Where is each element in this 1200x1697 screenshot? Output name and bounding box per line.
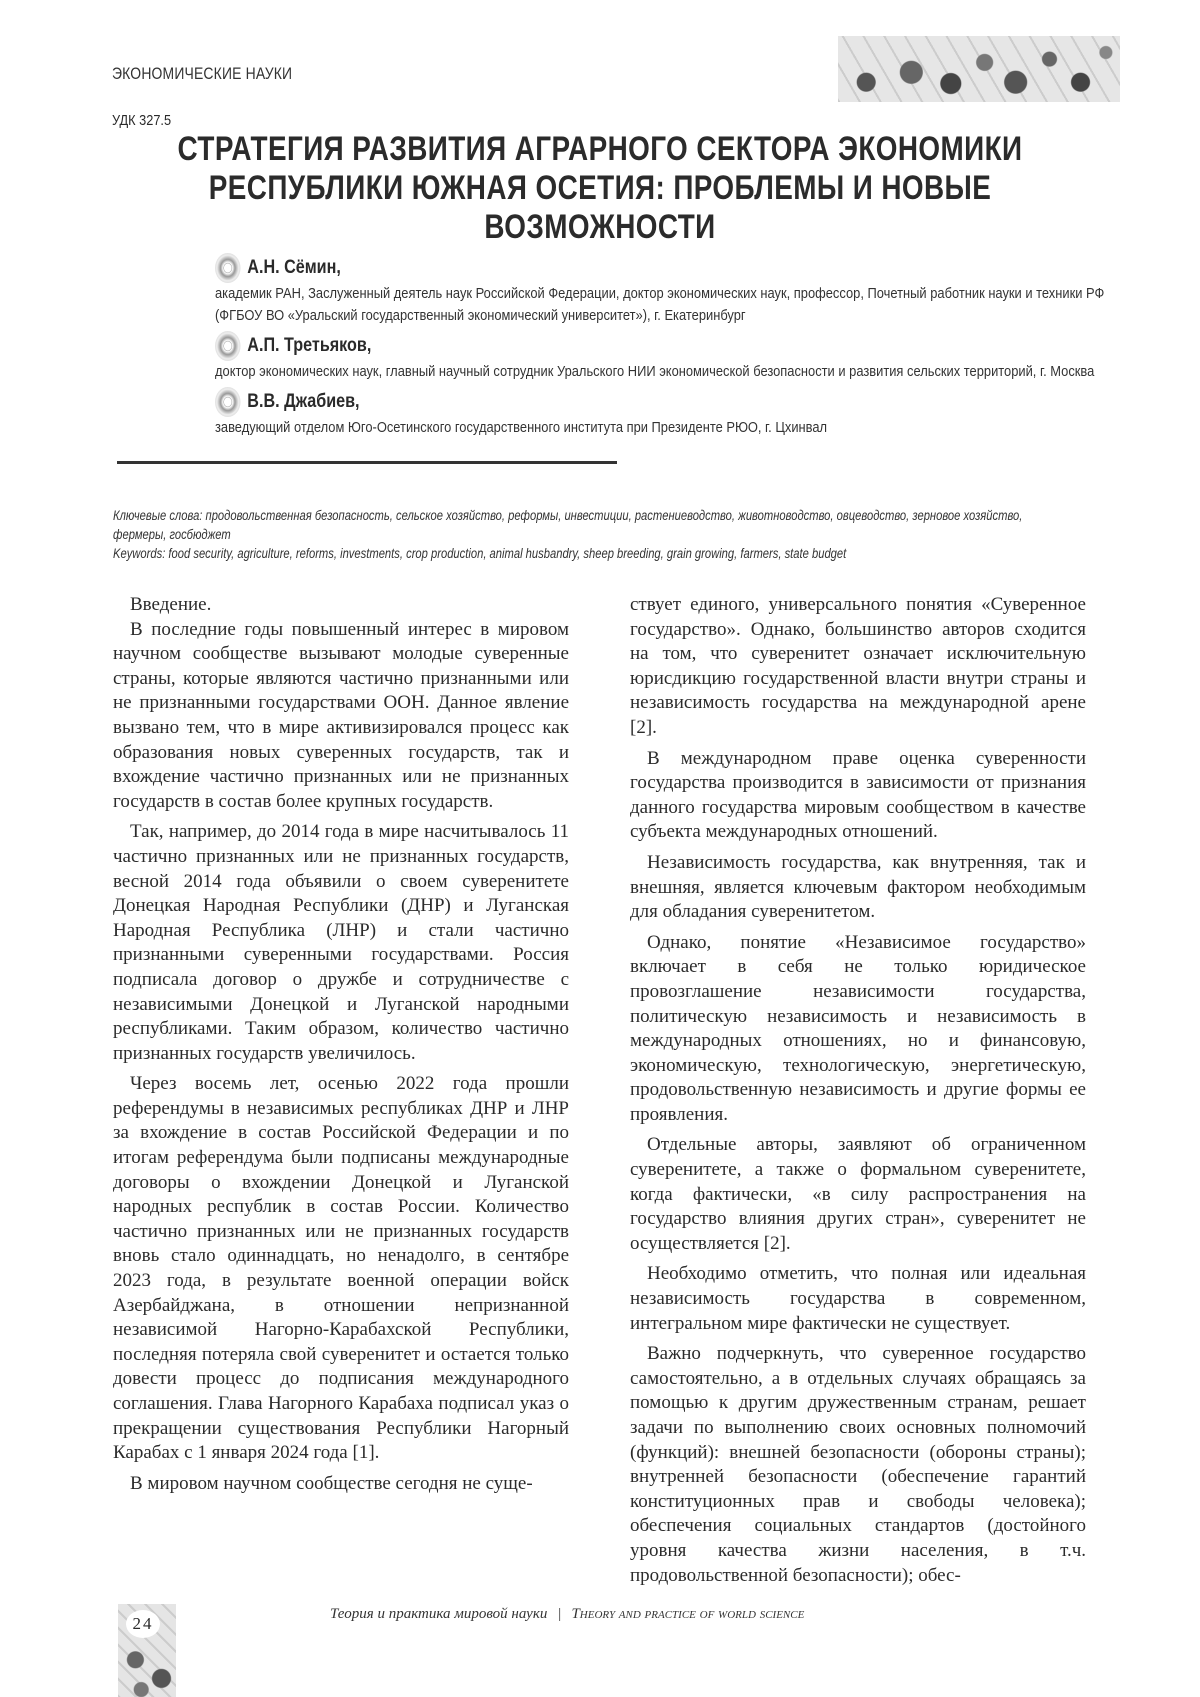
journal-name-en: Theory and practice of world science: [571, 1606, 804, 1622]
paragraph: Необходимо отметить, что полная или идеальная независимость государства в современном, интегральном мире фактически не существует.: [630, 1262, 1086, 1336]
paragraph: Однако, понятие «Независимое государство» включает в себя не только юридическое провозглашение независимости государства, политическую независимость и независимость в международных отношениях, но и финансовую, экономическую, технологическую, энергетическую, продовольственную независимость и другие формы ее проявления.: [630, 931, 1086, 1128]
body-columns: [113, 593, 1200, 1588]
body-column-right: [630, 593, 1086, 1588]
footer-separator: |: [557, 1606, 561, 1622]
paragraph: В международном праве оценка суверенности государства производится в зависимости от признания данного государства мировым сообществом в качестве субъекта международных отношений.: [630, 747, 1086, 845]
author-2: [215, 331, 1145, 383]
author-name: В.В. Джабиев,: [247, 391, 359, 413]
article-body: [0, 112, 1200, 1588]
page-number-box: [118, 1604, 176, 1697]
author-name: А.П. Третьяков,: [247, 335, 371, 357]
body-column-left: [113, 593, 569, 1588]
footer: [330, 1606, 804, 1623]
author-3: [215, 387, 1145, 439]
author-bullet-icon: [215, 331, 241, 361]
paragraph: В последние годы повышенный интерес в мировом научном сообществе вызывают молодые суверенные страны, которые являются частично признанными или не признанными государствами ООН. Данное явление вызвано тем, что в мире активизировался процесс как образования новых суверенных государств, так и вхождение частично признанных или не признанных государств в состав более крупных государств.: [113, 618, 569, 815]
keywords-ru: Ключевые слова: продовольственная безопасность, сельское хозяйство, реформы, инвестиции, растениеводство, животноводство, овцеводство, зерновое хозяйство, фермеры, госбюджет: [113, 506, 1043, 544]
divider: [117, 461, 617, 464]
page-number: 24: [126, 1610, 160, 1638]
header-molecule-image: [838, 36, 1120, 102]
paragraph: Важно подчеркнуть, что суверенное государство самостоятельно, а в отдельных случаях обращаясь за помощью к другим дружественным странам, решает задачи по выполнению своих основных полномочий (функций): внешней безопасности (обороны страны); внутренней безопасности (обеспечение гарантий конституционных прав и свободы человека); обеспечения социальных стандартов (достойного уровня качества жизни населения, в т.ч. продовольственной безопасности); обес-: [630, 1342, 1086, 1588]
journal-name-ru: Теория и практика мировой науки: [330, 1606, 547, 1622]
author-affiliation: заведующий отделом Юго-Осетинского государственного института при Президенте РЮО, г. Цхинвал: [215, 417, 1109, 439]
keywords: [113, 506, 1043, 563]
paragraph: Через восемь лет, осенью 2022 года прошли референдумы в независимых республиках ДНР и ЛНР за вхождение в состав Российской Федерации и по итогам референдума были подписаны международные договоры о вхождении Донецкой и Луганской народных республик в состав России. Количество частично признанных или не признанных государств вновь стало одиннадцать, но ненадолго, в сентябре 2023 года, в результате военной операции войск Азербайджана, в отношении непризнанной независимой Нагорно-Карабахской Республики, последняя потеряла свой суверенитет и остается только довести процесс до подписания международного соглашения. Глава Нагорного Карабаха подписал указ о прекращении существования Республики Нагорный Карабах с 1 января 2024 года [1].: [113, 1072, 569, 1466]
paragraph: Независимость государства, как внутренняя, так и внешняя, является ключевым фактором необходимым для обладания суверенитетом.: [630, 851, 1086, 925]
paragraph: Отдельные авторы, заявляют об ограниченном суверенитете, а также о формальном суверенитете, когда фактически, «в силу распространения на государство влияния других стран», суверенитет не осуществляется [2].: [630, 1133, 1086, 1256]
paragraph: В мировом научном сообществе сегодня не суще-: [113, 1472, 569, 1497]
author-bullet-icon: [215, 387, 241, 417]
udk-code: УДК 327.5: [112, 112, 1037, 130]
page: [0, 0, 1200, 1697]
paragraph: ствует единого, универсального понятия «Суверенное государство». Однако, большинство авторов сходится на том, что суверенитет означает исключительную юрисдикцию государственной власти внутри страны и независимость государства на международной арене [2].: [630, 593, 1086, 741]
section-label: ЭКОНОМИЧЕСКИЕ НАУКИ: [112, 64, 292, 84]
author-affiliation: академик РАН, Заслуженный деятель наук Российской Федерации, доктор экономических наук, профессор, Почетный работник науки и техники РФ (ФГБОУ ВО «Уральский государственный экономический университет»), г. Екатеринбург: [215, 283, 1109, 327]
article-title: СТРАТЕГИЯ РАЗВИТИЯ АГРАРНОГО СЕКТОРА ЭКОНОМИКИ РЕСПУБЛИКИ ЮЖНАЯ ОСЕТИЯ: ПРОБЛЕМЫ И НОВЫЕ ВОЗМОЖНОСТИ: [129, 130, 1072, 247]
author-bullet-icon: [215, 253, 241, 283]
keywords-en: Keywords: food security, agriculture, reforms, investments, crop production, animal husbandry, sheep breeding, grain growing, farmers, state budget: [113, 544, 1043, 563]
paragraph: Так, например, до 2014 года в мире насчитывалось 11 частично признанных или не признанных государств, весной 2014 года объявили о своем суверенитете Донецкая Народная Республики (ДНР) и Луганская Народная Республика (ЛНР) и стали частично признанными суверенными государствами. Россия подписала договор о дружбе и сотрудничестве с независимыми Донецкой и Луганской народными республиками. Таким образом, количество частично признанных государств увеличилось.: [113, 820, 569, 1066]
paragraph: Введение.: [113, 593, 569, 618]
author-name: А.Н. Сёмин,: [247, 257, 341, 279]
author-1: [215, 253, 1145, 327]
author-affiliation: доктор экономических наук, главный научный сотрудник Уральского НИИ экономической безопасности и развития сельских территорий, г. Москва: [215, 361, 1109, 383]
